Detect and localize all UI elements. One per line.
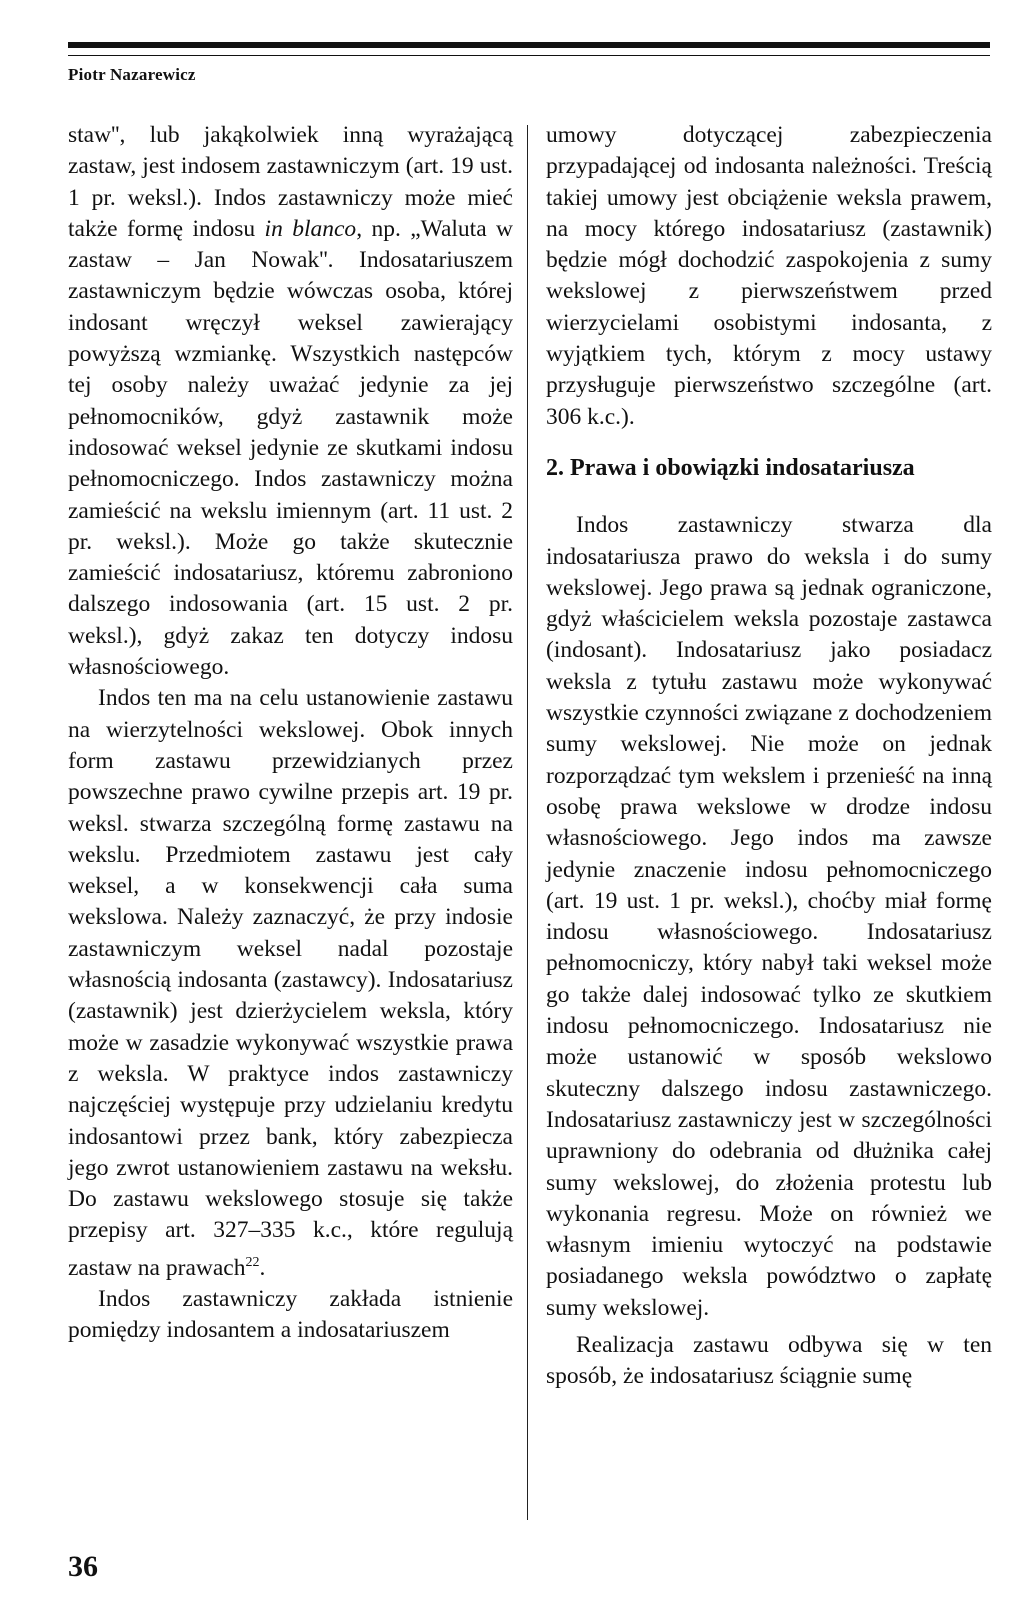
left-p1-italic: in blanco [264,215,357,242]
running-header-author: Piotr Nazarewicz [68,65,196,84]
left-p2-text: Indos ten ma na celu ustanowienie zastawu na wierzytelności wekslowej. Obok innych form zastawu przewidzianych przez powszechne prawo cywilne przepis art. 19 pr. weksl. stwarza szczególną formę zastawu na wekslu. Przedmiotem zastawu jest cały weksel, a w konsekwencji cała suma wekslowa. Należy zaznaczyć, że przy indosie zastawniczym weksel nadal pozostaje własnością indosanta (zastawcy). Indosatariusz (zastawnik) jest dzierżycielem weksla, który może w zasadzie wykonywać wszystkie prawa z weksla. W praktyce indos zastawniczy najczęściej występuje przy udzielaniu kredytu indosantowi przez bank, który zabezpiecza jego zwrot ustanowieniem zastawu na weksłu. Do zastawu wekslowego stosuje się także przepisy art. 327–335 k.c., które regulują zastaw na prawach [68,685,513,1281]
right-paragraph-3: Realizacja zastawu odbywa się w ten sposób, że indosatariusz ściągnie sumę [546,1331,992,1390]
right-paragraph-2: Indos zastawniczy stwarza dla indosatariusza prawo do weksla i do sumy wekslowej. Jego prawa są jednak ograniczone, gdyż właścicielem weksla pozostaje zastawca (indosant). Indosatariusz jako posiadacz weksla z tytułu zastawu może wykonywać wszystkie czynności związane z dochodzeniem sumy wekslowej. Nie może on jednak rozporządzać tym wekslem i przenieść na inną osobę prawa wekslowe w drodze indosu własnościowego. Jego indos ma zawsze jedynie znaczenie indosu pełnomocniczego (art. 19 ust. 1 pr. weksl.), choćby miał formę indosu własnościowego. Indosatariusz pełnomocniczy, który nabył taki weksel może go także dalej indosować tylko ze skutkiem indosu pełnomocniczego. Indosatariusz nie może ustanowić w sposób wekslowo skuteczny dalszego indosu zastawniczego. Indosatariusz zastawniczy jest w szczególności uprawniony do odebrania od dłużnika całej sumy wekslowej, do złożenia protestu lub wykonania regresu. Może on również we własnym imieniu wytoczyć na podstawie posiadanego weksla powództwo o zapłatę sumy wekslowej. [546,512,992,1321]
section-heading: 2. Prawa i obowiązki indosatariusza [546,454,915,481]
header-rule-thick [68,42,990,48]
footnote-ref: 22 [245,1254,260,1270]
right-column [546,120,992,1393]
left-column [68,120,513,1346]
header-rule-thin [68,55,990,56]
column-divider [527,125,528,1520]
right-paragraph-1: umowy dotyczącej zabezpieczenia przypadającej od indosanta należności. Treścią takiej umowy jest obciążenie weksla prawem, na mocy którego indosatariusz (zastawnik) będzie mógł dochodzić zaspokojenia z sumy wekslowej z pierwszeństwem przed wierzycielami osobistymi indosanta, z wyjątkiem tych, którym z mocy ustawy przysługuje pierwszeństwo szczególne (art. 306 k.c.). [546,122,992,430]
left-p1-text: staw'', lub jakąkolwiek inną wyrażającą zastaw, jest indosem zastawniczym (art. 19 ust. 1 pr. weksl.). Indos zastawniczy może mieć także formę indosu [68,122,513,242]
left-paragraph-2 [68,683,513,1283]
page-number: 36 [68,1550,98,1583]
left-p2-end: . [259,1254,266,1281]
left-paragraph-1 [68,120,513,683]
left-p1-text-2: , np. „Waluta w zastaw – Jan Nowak''. Indosatariuszem zastawniczym będzie wówczas osoba, której indosant wręczył weksel zawierający powyższą wzmiankę. Wszystkich następców tej osoby należy uważać jedynie za jej pełnomocników, gdyż zastawnik może indosować weksel jedynie ze skutkami indosu pełnomocniczego. Indos zastawniczy można zamieścić na wekslu imiennym (art. 11 ust. 2 pr. weksl.). Może go także skutecznie zamieścić indosatariusz, któremu zabroniono dalszego indosowania (art. 15 ust. 2 pr. weksl.), gdyż zakaz ten dotyczy indosu własnościowego. [68,215,513,681]
left-paragraph-3: Indos zastawniczy zakłada istnienie pomiędzy indosantem a indosatariuszem [68,1285,513,1344]
